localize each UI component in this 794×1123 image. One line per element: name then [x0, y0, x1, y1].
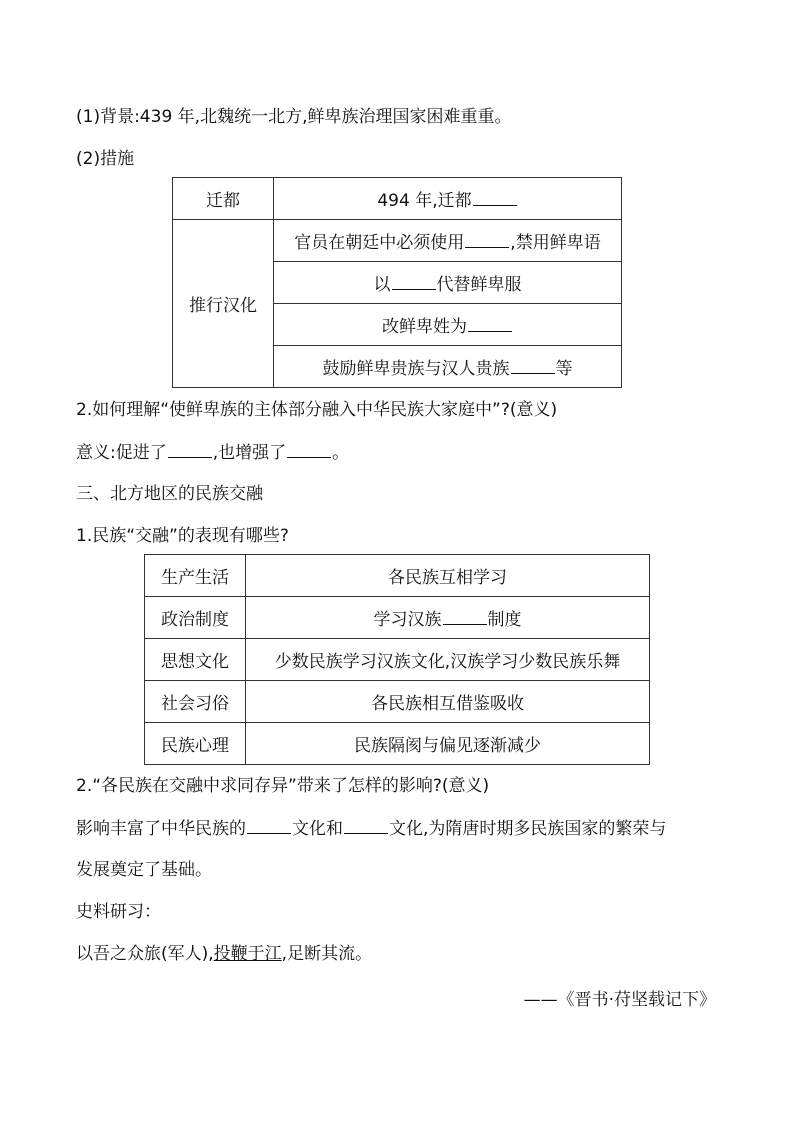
- table-key-cell: 政治制度: [145, 597, 246, 639]
- table-row: [173, 178, 622, 220]
- table-value-cell: 学习汉族 制度: [246, 597, 650, 639]
- measures-heading: (2)措施: [76, 149, 135, 169]
- table-key-cell: 推行汉化: [173, 220, 274, 388]
- table-row: [173, 220, 622, 262]
- source-citation: ——《晋书·苻坚载记下》: [523, 990, 716, 1010]
- reform-measures-table: [172, 177, 622, 388]
- answer-3-2: 影响丰富了中华民族的 文化和 文化,为隋唐时期多民族国家的繁荣与: [76, 819, 667, 839]
- table-value-cell: 以 代替鲜卑服: [274, 262, 622, 304]
- integration-table: [144, 554, 650, 765]
- fill-blank: [473, 189, 517, 206]
- table-value-cell: 官员在朝廷中必须使用 ,禁用鲜卑语: [274, 220, 622, 262]
- question-2: 2.如何理解“使鲜卑族的主体部分融入中华民族大家庭中”?(意义): [76, 400, 558, 420]
- table-value-cell: 少数民族学习汉族文化,汉族学习少数民族乐舞: [246, 639, 650, 681]
- table-key-cell: 社会习俗: [145, 681, 246, 723]
- table-value-cell: 民族隔阂与偏见逐渐减少: [246, 723, 650, 765]
- fill-blank: [465, 231, 509, 248]
- table-row: [145, 681, 650, 723]
- section-heading: 三、北方地区的民族交融: [76, 484, 263, 504]
- fill-blank: [287, 441, 331, 458]
- question-3-2: 2.“各民族在交融中求同存异”带来了怎样的影响?(意义): [76, 776, 490, 796]
- source-quote: 以吾之众旅(军人),投鞭于江,足断其流。: [76, 944, 373, 964]
- fill-blank: [468, 315, 512, 332]
- table-value-cell: 改鲜卑姓为: [274, 304, 622, 346]
- table-value-cell: 494 年,迁都: [274, 178, 622, 220]
- table-key-cell: 生产生活: [145, 555, 246, 597]
- answer-2: 意义:促进了 ,也增强了 。: [76, 443, 350, 463]
- answer-3-2-continued: 发展奠定了基础。: [76, 860, 212, 880]
- fill-blank: [247, 817, 291, 834]
- fill-blank: [511, 357, 555, 374]
- table-key-cell: 民族心理: [145, 723, 246, 765]
- fill-blank: [344, 817, 388, 834]
- table-value-cell: 鼓励鲜卑贵族与汉人贵族 等: [274, 346, 622, 388]
- source-study-heading: 史料研习：: [76, 902, 161, 922]
- table-key-cell: 迁都: [173, 178, 274, 220]
- question-3-1: 1.民族“交融”的表现有哪些?: [76, 526, 289, 546]
- table-row: [145, 555, 650, 597]
- table-key-cell: 思想文化: [145, 639, 246, 681]
- table-row: [145, 597, 650, 639]
- table-row: [145, 639, 650, 681]
- background-paragraph: (1)背景:439 年,北魏统一北方,鲜卑族治理国家困难重重。: [76, 107, 512, 127]
- fill-blank: [443, 608, 487, 625]
- table-value-cell: 各民族互相学习: [246, 555, 650, 597]
- fill-blank: [392, 273, 436, 290]
- table-row: [145, 723, 650, 765]
- table-value-cell: 各民族相互借鉴吸收: [246, 681, 650, 723]
- fill-blank: [168, 441, 212, 458]
